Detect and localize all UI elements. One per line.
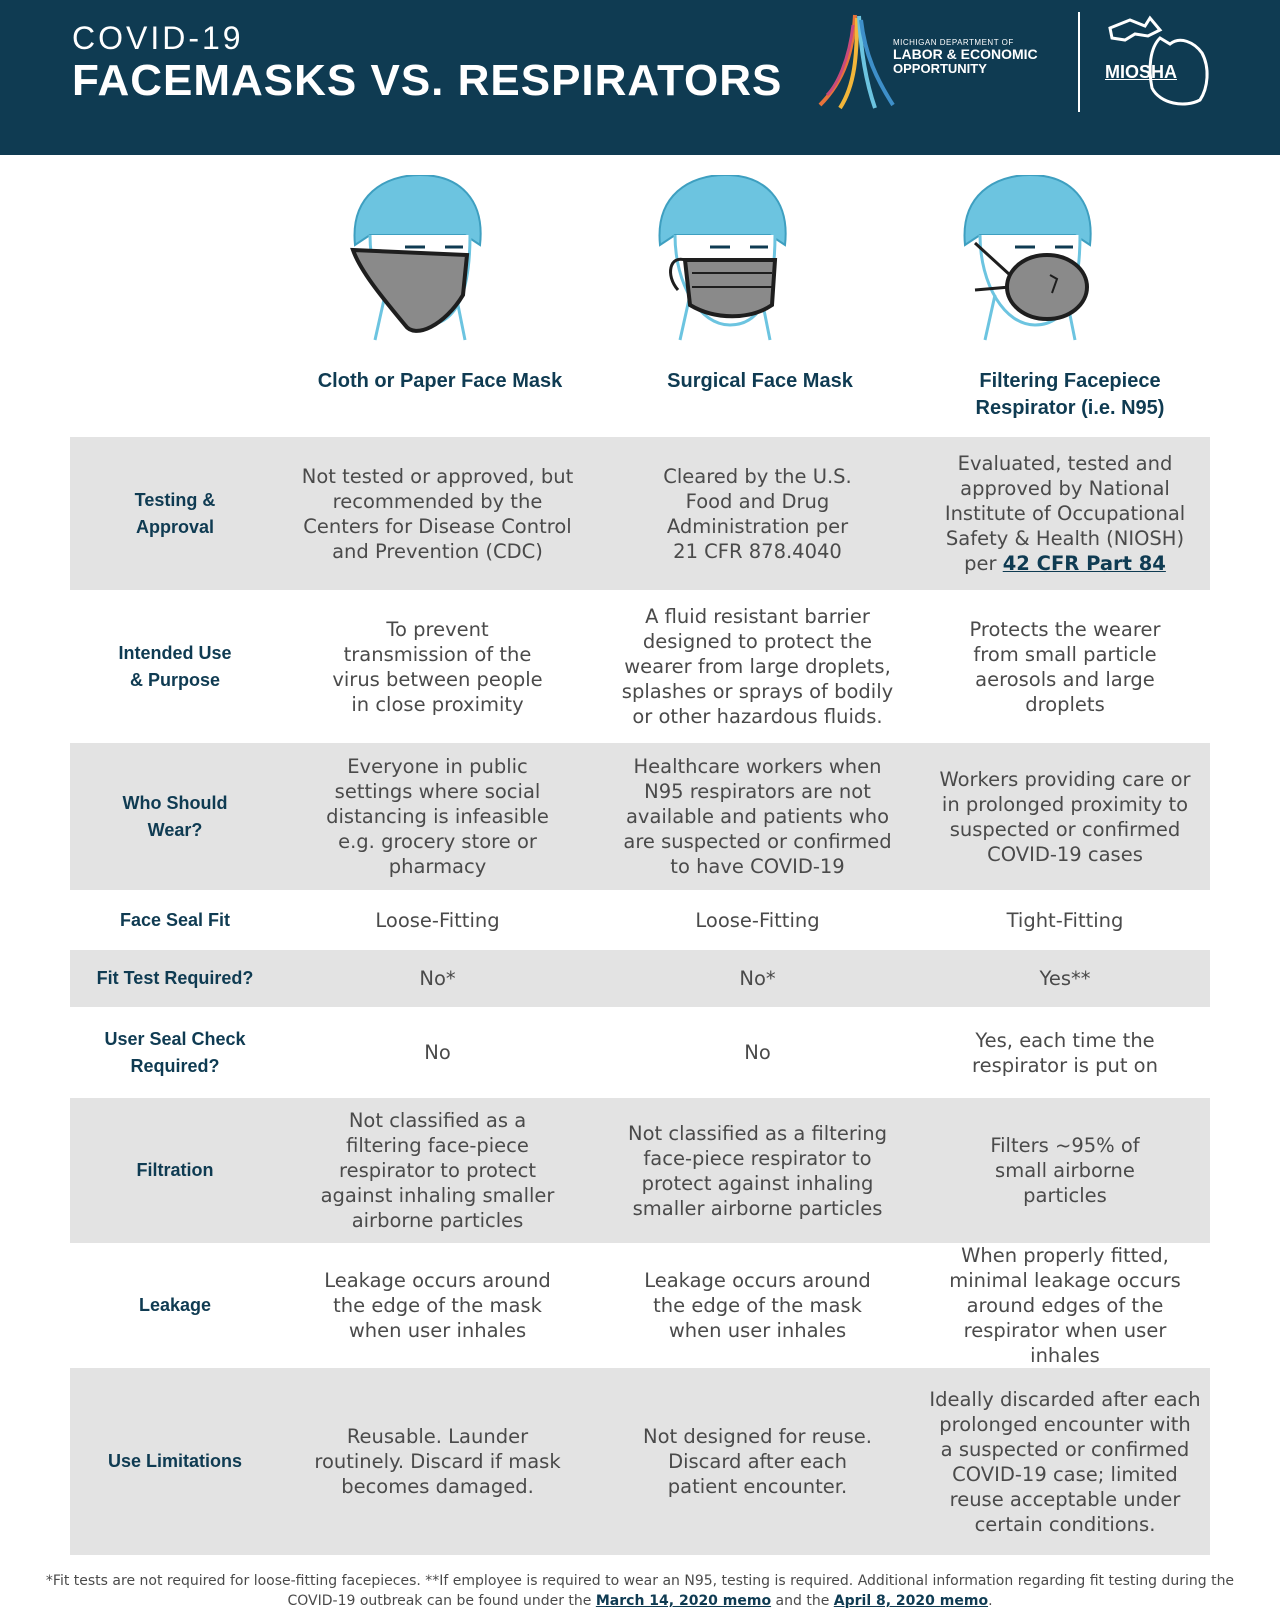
cell-leakage-surgical: Leakage occurs around the edge of the mask when user inhales — [644, 1269, 871, 1342]
column-header-n95: Filtering Facepiece Respirator (i.e. N95) — [975, 370, 1165, 419]
cfr-part-84-link[interactable]: 42 CFR Part 84 — [1002, 552, 1166, 575]
row-label-fittest: Fit Test Required? — [96, 968, 254, 988]
footnote-text-1: *Fit tests are not required for loose-fitting facepieces. **If employee is required to wear an N95, testing is required. Additional information regarding fit testing during the COVID-19 outbreak can be found under the — [45, 1573, 1235, 1609]
footnote — [40, 1571, 1240, 1611]
row-label-seal: Face Seal Fit — [119, 909, 231, 930]
column-header-surgical: Surgical Face Mask — [667, 370, 853, 392]
cell-userseal-surgical: No — [744, 1041, 771, 1064]
row-label-leakage: Leakage — [138, 1295, 212, 1315]
row-face-seal-fit — [70, 890, 1210, 950]
header-subtitle: COVID-19 — [72, 20, 244, 56]
cell-limitations-surgical: Not designed for reuse. Discard after each patient encounter. — [643, 1425, 872, 1498]
leo-logo-icon — [815, 10, 895, 110]
row-testing-approval — [70, 437, 1210, 590]
leo-line3: OPPORTUNITY — [893, 61, 987, 76]
row-use-limitations — [70, 1368, 1210, 1555]
row-fit-test-required — [70, 950, 1210, 1007]
row-intended-use — [70, 590, 1210, 743]
footnote-text-2: and the — [775, 1593, 830, 1609]
header-banner — [0, 0, 1280, 155]
cell-userseal-n95: Yes, each time the respirator is put on — [972, 1028, 1158, 1077]
cell-who-n95: Workers providing care or in prolonged proximity to suspected or confirmed COVID-19 cases — [939, 767, 1191, 866]
cell-seal-surgical: Loose-Fitting — [695, 908, 820, 932]
footnote-text-3: . — [988, 1593, 993, 1609]
cell-testing-n95-text: Evaluated, tested and approved by National Institute of Occupational Safety & Health (NIOSH) per — [944, 452, 1186, 575]
cell-leakage-n95: When properly fitted, minimal leakage occurs around edges of the respirator when user inhales — [949, 1244, 1181, 1367]
n95-respirator-icon — [955, 175, 1105, 345]
row-label-filtration: Filtration — [136, 1160, 214, 1180]
cell-seal-n95: Tight-Fitting — [1006, 908, 1124, 932]
cell-who-cloth: Everyone in public settings where social distancing is infeasible e.g. grocery store or pharmacy — [326, 755, 549, 878]
cell-limitations-n95: Ideally discarded after each prolonged encounter with a suspected or confirmed COVID-19 case; limited reuse acceptable under certain conditions. — [929, 1387, 1201, 1536]
cloth-mask-icon — [345, 175, 495, 345]
cell-filtration-surgical: Not classified as a filtering face-piece respirator to protect against inhaling smaller airborne particles — [627, 1121, 887, 1220]
row-user-seal-check — [70, 1007, 1210, 1098]
row-label-limitations: Use Limitations — [107, 1451, 243, 1471]
cell-fittest-cloth: No* — [419, 967, 456, 990]
row-filtration — [70, 1098, 1210, 1243]
cell-filtration-cloth: Not classified as a filtering face-piece respirator to protect against inhaling smaller airborne particles — [320, 1109, 555, 1232]
surgical-mask-icon — [650, 175, 800, 345]
leo-logo-text — [893, 38, 1038, 76]
cell-leakage-cloth: Leakage occurs around the edge of the mask when user inhales — [324, 1269, 551, 1342]
cell-fittest-surgical: No* — [739, 967, 776, 990]
row-label-userseal: User Seal Check Required? — [104, 1028, 246, 1076]
march-memo-link[interactable]: March 14, 2020 memo — [595, 1593, 772, 1609]
miosha-logo-text: MIOSHA — [1105, 62, 1177, 82]
april-memo-link[interactable]: April 8, 2020 memo — [833, 1593, 989, 1609]
cell-testing-n95 — [920, 437, 1210, 590]
page-title: FACEMASKS VS. RESPIRATORS — [72, 56, 783, 105]
row-who-should-wear — [70, 743, 1210, 890]
cell-intended-n95: Protects the wearer from small particle aerosols and large droplets — [969, 617, 1161, 716]
cell-testing-cloth: Not tested or approved, but recommended by the Centers for Disease Control and Prevention (CDC) — [301, 464, 574, 563]
leo-line1: MICHIGAN DEPARTMENT OF — [893, 38, 1014, 47]
cell-userseal-cloth: No — [424, 1041, 451, 1064]
row-label-testing: Testing & Approval — [134, 489, 216, 537]
cell-intended-surgical: A fluid resistant barrier designed to protect the wearer from large droplets, splashes or sprays of bodily or other hazardous fluids. — [621, 605, 894, 728]
cell-intended-cloth: To prevent transmission of the virus between people in close proximity — [332, 617, 543, 716]
header-divider — [1078, 12, 1080, 112]
column-header-cloth: Cloth or Paper Face Mask — [317, 370, 563, 392]
leo-line2: LABOR & ECONOMIC — [893, 46, 1038, 62]
cell-who-surgical: Healthcare workers when N95 respirators are not available and patients who are suspected or confirmed to have COVID-19 — [623, 755, 892, 878]
cell-fittest-n95: Yes** — [1039, 967, 1091, 990]
cell-testing-surgical: Cleared by the U.S. Food and Drug Administration per 21 CFR 878.4040 — [663, 464, 852, 563]
cell-limitations-cloth: Reusable. Launder routinely. Discard if mask becomes damaged. — [314, 1425, 561, 1498]
row-label-who: Who Should Wear? — [122, 792, 228, 840]
row-label-intended: Intended Use & Purpose — [118, 642, 232, 690]
cell-filtration-n95: Filters ~95% of small airborne particles — [990, 1134, 1140, 1207]
cell-seal-cloth: Loose-Fitting — [375, 908, 500, 932]
row-leakage — [70, 1243, 1210, 1368]
